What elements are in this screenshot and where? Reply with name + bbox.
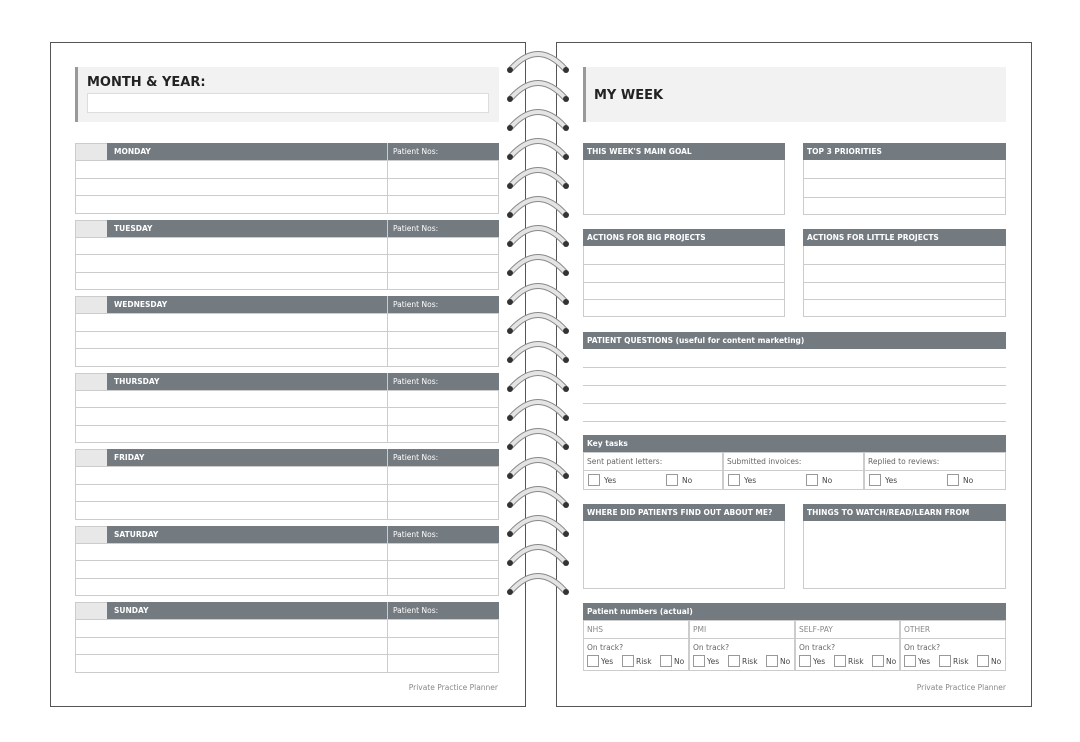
patient-nos-field[interactable] [387, 654, 499, 673]
day-header-saturday: SATURDAY [107, 526, 388, 544]
no-checkbox[interactable] [766, 655, 778, 667]
patient-questions-line[interactable] [583, 367, 1006, 368]
big-projects-line [583, 299, 785, 300]
day-entry-row[interactable] [75, 237, 388, 256]
patient-nos-label: Patient Nos: [387, 373, 499, 391]
no-label: No [963, 476, 974, 485]
where-found-header: WHERE DID PATIENTS FIND OUT ABOUT ME? [583, 504, 785, 521]
no-checkbox[interactable] [660, 655, 672, 667]
risk-checkbox[interactable] [622, 655, 634, 667]
no-checkbox[interactable] [872, 655, 884, 667]
big-projects-line [583, 282, 785, 283]
day-corner-cell [75, 373, 108, 391]
yes-label: Yes [813, 657, 826, 666]
spiral-ring-icon [505, 74, 571, 100]
top-priorities-line [803, 197, 1006, 198]
risk-checkbox[interactable] [728, 655, 740, 667]
no-label: No [780, 657, 791, 666]
patient-questions-line[interactable] [583, 421, 1006, 422]
no-checkbox[interactable] [666, 474, 678, 486]
day-corner-cell [75, 526, 108, 544]
day-entry-row[interactable] [75, 348, 388, 367]
patient-category-label: PMI [693, 625, 707, 634]
day-entry-row[interactable] [75, 331, 388, 350]
day-entry-row[interactable] [75, 466, 388, 485]
day-entry-row[interactable] [75, 560, 388, 579]
risk-checkbox[interactable] [939, 655, 951, 667]
patient-nos-label: Patient Nos: [387, 143, 499, 161]
day-corner-cell [75, 602, 108, 620]
no-label: No [674, 657, 685, 666]
spiral-ring-icon [505, 161, 571, 187]
yes-checkbox[interactable] [799, 655, 811, 667]
day-corner-cell [75, 449, 108, 467]
patient-nos-label: Patient Nos: [387, 526, 499, 544]
patient-nos-field[interactable] [387, 619, 499, 638]
patient-nos-field[interactable] [387, 272, 499, 291]
spiral-ring-icon [505, 509, 571, 535]
risk-checkbox[interactable] [834, 655, 846, 667]
key-task-label: Sent patient letters: [587, 457, 663, 466]
key-task-label: Replied to reviews: [868, 457, 940, 466]
day-header-wednesday: WEDNESDAY [107, 296, 388, 314]
no-checkbox[interactable] [977, 655, 989, 667]
day-corner-cell [75, 220, 108, 238]
no-label: No [886, 657, 897, 666]
patient-nos-field[interactable] [387, 501, 499, 520]
spiral-ring-icon [505, 277, 571, 303]
patient-nos-label: Patient Nos: [387, 220, 499, 238]
day-entry-row[interactable] [75, 578, 388, 597]
spiral-ring-icon [505, 538, 571, 564]
day-entry-row[interactable] [75, 407, 388, 426]
day-entry-row[interactable] [75, 390, 388, 409]
patient-nos-field[interactable] [387, 254, 499, 273]
patient-nos-field[interactable] [387, 560, 499, 579]
spiral-ring-icon [505, 190, 571, 216]
spiral-ring-icon [505, 219, 571, 245]
patient-category-label: OTHER [904, 625, 931, 634]
patient-questions-line[interactable] [583, 385, 1006, 386]
yes-checkbox[interactable] [869, 474, 881, 486]
day-entry-row[interactable] [75, 501, 388, 520]
yes-label: Yes [604, 476, 617, 485]
spiral-ring-icon [505, 248, 571, 274]
day-header-monday: MONDAY [107, 143, 388, 161]
patient-nos-field[interactable] [387, 466, 499, 485]
no-label: No [822, 476, 833, 485]
little-projects-line [803, 299, 1006, 300]
patient-nos-field[interactable] [387, 331, 499, 350]
spiral-ring-icon [505, 132, 571, 158]
day-header-sunday: SUNDAY [107, 602, 388, 620]
yes-label: Yes [744, 476, 757, 485]
little-projects-header: ACTIONS FOR LITTLE PROJECTS [803, 229, 1006, 246]
no-label: No [682, 476, 693, 485]
little-projects-line [803, 282, 1006, 283]
key-tasks-header: Key tasks [583, 435, 1006, 452]
day-entry-row[interactable] [75, 425, 388, 444]
day-entry-row[interactable] [75, 313, 388, 332]
patient-category-label: NHS [587, 625, 604, 634]
left-footer: Private Practice Planner [408, 683, 498, 692]
patient-category-label: SELF-PAY [799, 625, 833, 634]
patient-nos-field[interactable] [387, 195, 499, 214]
spiral-ring-icon [505, 103, 571, 129]
spiral-ring-icon [505, 364, 571, 390]
main-goal-header: THIS WEEK'S MAIN GOAL [583, 143, 785, 160]
patient-nos-field[interactable] [387, 637, 499, 656]
day-entry-row[interactable] [75, 254, 388, 273]
my-week-title: MY WEEK [594, 88, 664, 103]
month-year-field[interactable] [87, 93, 489, 113]
yes-checkbox[interactable] [693, 655, 705, 667]
big-projects-line [583, 264, 785, 265]
day-entry-row[interactable] [75, 543, 388, 562]
spiral-ring-icon [505, 335, 571, 361]
day-entry-row[interactable] [75, 160, 388, 179]
day-entry-row[interactable] [75, 637, 388, 656]
patient-nos-field[interactable] [387, 484, 499, 503]
day-entry-row[interactable] [75, 178, 388, 197]
patient-nos-field[interactable] [387, 578, 499, 597]
big-projects-header: ACTIONS FOR BIG PROJECTS [583, 229, 785, 246]
risk-label: Risk [742, 657, 758, 666]
no-checkbox[interactable] [947, 474, 959, 486]
patient-nos-field[interactable] [387, 313, 499, 332]
key-task-label: Submitted invoices: [727, 457, 802, 466]
risk-label: Risk [636, 657, 652, 666]
patient-nos-field[interactable] [387, 425, 499, 444]
patient-nos-label: Patient Nos: [387, 296, 499, 314]
things-to-watch-header: THINGS TO WATCH/READ/LEARN FROM [803, 504, 1006, 521]
spiral-ring-icon [505, 451, 571, 477]
risk-label: Risk [953, 657, 969, 666]
patient-questions-header: PATIENT QUESTIONS (useful for content marketing) [583, 332, 1006, 349]
day-entry-row[interactable] [75, 272, 388, 291]
spiral-ring-icon [505, 306, 571, 332]
no-label: No [991, 657, 1002, 666]
day-corner-cell [75, 143, 108, 161]
patient-nos-field[interactable] [387, 543, 499, 562]
yes-label: Yes [918, 657, 931, 666]
month-year-title: MONTH & YEAR: [87, 75, 206, 90]
top-priorities-line [803, 178, 1006, 179]
patient-nos-field[interactable] [387, 348, 499, 367]
yes-label: Yes [707, 657, 720, 666]
patient-nos-field[interactable] [387, 407, 499, 426]
on-track-label: On track? [693, 643, 730, 652]
patient-nos-field[interactable] [387, 178, 499, 197]
patient-nos-field[interactable] [387, 390, 499, 409]
yes-checkbox[interactable] [587, 655, 599, 667]
right-footer: Private Practice Planner [916, 683, 1006, 692]
yes-checkbox[interactable] [904, 655, 916, 667]
day-header-thursday: THURSDAY [107, 373, 388, 391]
day-header-friday: FRIDAY [107, 449, 388, 467]
spiral-ring-icon [505, 567, 571, 593]
patient-nos-field[interactable] [387, 237, 499, 256]
day-entry-row[interactable] [75, 195, 388, 214]
day-entry-row[interactable] [75, 484, 388, 503]
risk-label: Risk [848, 657, 864, 666]
patient-numbers-header: Patient numbers (actual) [583, 603, 1006, 620]
spiral-ring-icon [505, 480, 571, 506]
patient-nos-label: Patient Nos: [387, 449, 499, 467]
yes-checkbox[interactable] [728, 474, 740, 486]
day-entry-row[interactable] [75, 654, 388, 673]
spiral-ring-icon [505, 422, 571, 448]
little-projects-line [803, 264, 1006, 265]
day-corner-cell [75, 296, 108, 314]
no-checkbox[interactable] [806, 474, 818, 486]
day-header-tuesday: TUESDAY [107, 220, 388, 238]
on-track-label: On track? [799, 643, 836, 652]
yes-checkbox[interactable] [588, 474, 600, 486]
spiral-ring-icon [505, 393, 571, 419]
on-track-label: On track? [587, 643, 624, 652]
top-priorities-header: TOP 3 PRIORITIES [803, 143, 1006, 160]
yes-label: Yes [601, 657, 614, 666]
on-track-label: On track? [904, 643, 941, 652]
day-entry-row[interactable] [75, 619, 388, 638]
patient-nos-field[interactable] [387, 160, 499, 179]
spiral-ring-icon [505, 45, 571, 71]
patient-nos-label: Patient Nos: [387, 602, 499, 620]
patient-questions-line[interactable] [583, 403, 1006, 404]
yes-label: Yes [885, 476, 898, 485]
